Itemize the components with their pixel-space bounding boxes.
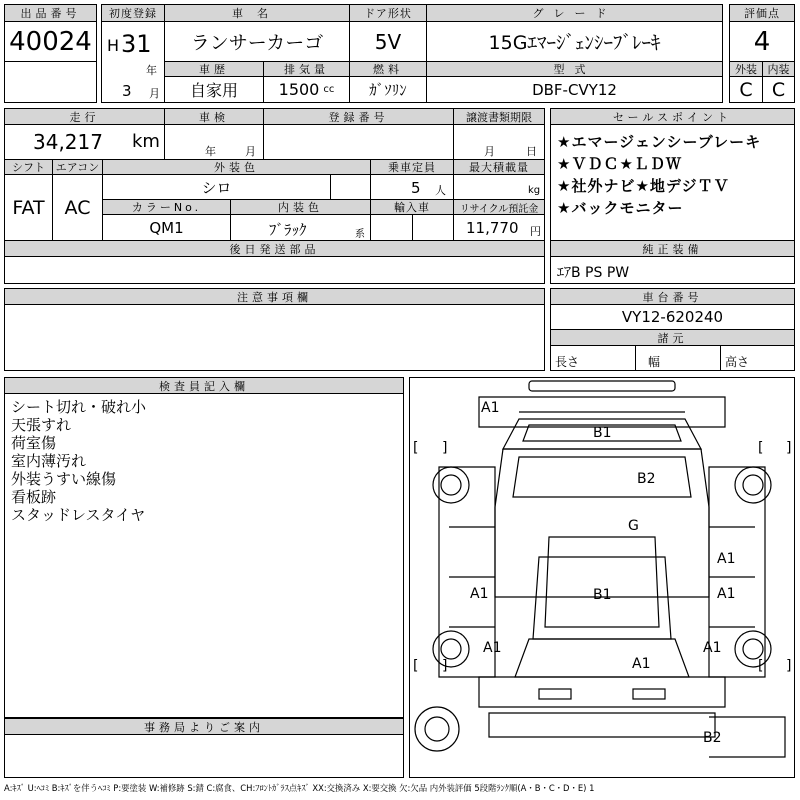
door-label: ドア形状 [349, 4, 427, 22]
inspection-cell [164, 124, 264, 160]
remark-item: 室内薄汚れ [11, 452, 87, 470]
damage-mark: B1 [593, 587, 612, 603]
first-reg-label: 初度登録 [101, 4, 165, 22]
sales-point-item: ★エマージェンシーブレーキ [557, 133, 762, 151]
inspector-box [4, 393, 404, 718]
lot-label: 出品番号 [4, 4, 97, 22]
legend-text: A:ｷｽﾞ U:ﾍｺﾐ B:ｷｽﾞを伴うﾍｺﾐ P:要塗装 W:補修跡 S:錆 C:腐食、CH:ﾌﾛﾝﾄｶﾞﾗｽ点ｷｽﾞ XX:交換済み X:要交換 欠:欠品 内外装評価 5段階ﾗﾝｸ順(A・B・C・D・E) 1 [4, 783, 595, 793]
bracket: ] [442, 658, 448, 674]
load-unit: kg [528, 185, 541, 196]
color-cell [102, 174, 331, 200]
grade-cell [426, 21, 723, 62]
colorno-value: QM1 [149, 218, 184, 237]
ext-cell [729, 76, 763, 103]
shift-value: FAT [12, 196, 45, 219]
sales-point-item: ★社外ナビ★地デジＴＶ [557, 177, 730, 195]
recycle-cell [453, 214, 545, 241]
door-value: 5V [374, 29, 402, 54]
chassis-value: VY12-620240 [621, 308, 724, 326]
disp-cell [263, 76, 350, 103]
car-name-cell [164, 21, 350, 62]
load-cell [453, 174, 545, 200]
capacity-cell [370, 174, 454, 200]
remark-item: シート切れ・破れ小 [11, 398, 147, 416]
dims-height [720, 345, 795, 371]
int-cell [762, 76, 795, 103]
sales-point-item: ★バックモニター [557, 199, 684, 217]
sales-points-label: セールスポイント [550, 108, 795, 125]
score-value: 4 [753, 26, 771, 57]
width-label: 幅 [648, 355, 661, 369]
grade-value: 15Gｴﾏｰｼﾞｪﾝｼｰﾌﾞﾚｰｷ [488, 32, 661, 54]
dims-length [550, 345, 636, 371]
import-cell-a [370, 214, 413, 241]
color-extra-cell [330, 174, 371, 200]
first-reg-box [101, 21, 165, 103]
equipment-cell [550, 256, 795, 284]
transfer-cell [453, 124, 545, 160]
shift-label: シフト [4, 159, 53, 175]
bracket: ] [442, 440, 448, 456]
bracket: [ [758, 440, 764, 456]
model-value: DBF-CVY12 [532, 80, 617, 99]
disp-unit: cc [323, 84, 335, 95]
regno-cell [263, 124, 454, 160]
capacity-label: 乗車定員 [370, 159, 454, 175]
bracket: ] [786, 658, 792, 674]
damage-mark: G [628, 518, 639, 534]
transfer-month-unit: 月 [484, 145, 495, 158]
era: H [107, 36, 120, 55]
remark-item: 荷室傷 [11, 434, 57, 452]
recycle-unit: 円 [530, 225, 541, 238]
shift-cell [4, 174, 53, 241]
office-label: 事務局よりご案内 [4, 718, 404, 735]
damage-mark: B2 [637, 471, 656, 487]
intcolor-cell [230, 214, 371, 241]
car-name: ランサーカーゴ [190, 32, 324, 54]
intcolor-unit: 系 [355, 229, 365, 240]
color-label: 外装色 [102, 159, 371, 175]
history-cell [164, 76, 264, 103]
recycle-label: リサイクル預託金 [453, 199, 545, 215]
ac-label: エアコン [52, 159, 103, 175]
damage-mark: A1 [703, 640, 722, 656]
ext-label: 外装 [729, 61, 763, 77]
dims-label: 諸元 [550, 329, 795, 346]
sales-points-box [550, 124, 795, 241]
ext-value: C [739, 78, 753, 101]
regno-label: 登録番号 [263, 108, 454, 125]
notes-box [4, 304, 545, 371]
lot-blank [4, 61, 97, 103]
height-label: 高さ [725, 355, 750, 369]
car-name-label: 車名 [164, 4, 350, 22]
dims-width [635, 345, 721, 371]
intcolor-value: ﾌﾞﾗｯｸ [269, 221, 307, 239]
damage-mark: A1 [632, 656, 651, 672]
equipment-label: 純正装備 [550, 240, 795, 257]
model-label: 型式 [426, 61, 723, 77]
bracket: [ [413, 658, 419, 674]
score-cell [729, 21, 795, 62]
remark-item: スタッドレスタイヤ [11, 506, 146, 524]
office-box [4, 734, 404, 778]
notes-label: 注意事項欄 [4, 288, 545, 305]
fuel-label: 燃料 [349, 61, 427, 77]
later-parts-label: 後日発送部品 [4, 240, 545, 257]
remark-item: 外装うすい線傷 [11, 470, 117, 488]
fuel-cell [349, 76, 427, 103]
disp-label: 排気量 [263, 61, 350, 77]
damage-mark: A1 [717, 586, 736, 602]
reg-year: 31 [121, 30, 152, 58]
month-unit: 月 [149, 87, 160, 100]
damage-mark: A1 [470, 586, 489, 602]
bracket: [ [758, 658, 764, 674]
disp-value: 1500 [278, 80, 320, 99]
damage-mark: A1 [483, 640, 502, 656]
insp-year-unit: 年 [205, 145, 216, 158]
mileage-value: 34,217 [33, 130, 103, 154]
later-parts-cell [4, 256, 545, 284]
damage-mark: A1 [717, 551, 736, 567]
bracket: [ [413, 440, 419, 456]
bracket: ] [786, 440, 792, 456]
import-cell-b [412, 214, 454, 241]
colorno-label: カラーNo. [102, 199, 231, 215]
ac-cell [52, 174, 103, 241]
damage-mark: A1 [481, 400, 500, 416]
lot-number-cell [4, 21, 97, 62]
mileage-unit: km [132, 131, 160, 152]
history-value: 自家用 [189, 81, 238, 100]
model-cell [426, 76, 723, 103]
intcolor-label: 内装色 [230, 199, 371, 215]
int-label: 内装 [762, 61, 795, 77]
insp-month-unit: 月 [245, 145, 256, 158]
mileage-label: 走行 [4, 108, 165, 125]
inspection-label: 車検 [164, 108, 264, 125]
ac-value: AC [64, 196, 91, 219]
reg-month: 3 [122, 82, 132, 100]
sales-point-item: ★ＶＤＣ★ＬＤＷ [557, 155, 682, 173]
lot-number: 40024 [9, 26, 92, 57]
remark-item: 看板跡 [11, 488, 57, 506]
chassis-label: 車台番号 [550, 288, 795, 305]
load-label: 最大積載量 [453, 159, 545, 175]
recycle-value: 11,770 [466, 219, 519, 237]
capacity-unit: 人 [435, 184, 446, 197]
chassis-cell [550, 304, 795, 330]
equipment-value: ｴｱB PS PW [557, 265, 630, 281]
year-unit: 年 [146, 64, 157, 77]
color-value: シロ [201, 178, 232, 197]
remark-item: 天張すれ [11, 416, 72, 434]
damage-mark: B1 [593, 425, 612, 441]
score-label: 評価点 [729, 4, 795, 22]
colorno-cell [102, 214, 231, 241]
fuel-value: ｶﾞｿﾘﾝ [369, 81, 407, 99]
transfer-day-unit: 日 [526, 145, 537, 158]
door-cell [349, 21, 427, 62]
damage-mark: B2 [703, 730, 722, 746]
inspector-label: 検査員記入欄 [4, 377, 404, 394]
length-label: 長さ [555, 355, 580, 369]
import-label: 輸入車 [370, 199, 454, 215]
capacity-value: 5 [411, 179, 421, 197]
history-label: 車歴 [164, 61, 264, 77]
grade-label: グレード [426, 4, 723, 22]
transfer-label: 譲渡書類期限 [453, 108, 545, 125]
mileage-cell [4, 124, 165, 160]
int-value: C [771, 78, 786, 101]
